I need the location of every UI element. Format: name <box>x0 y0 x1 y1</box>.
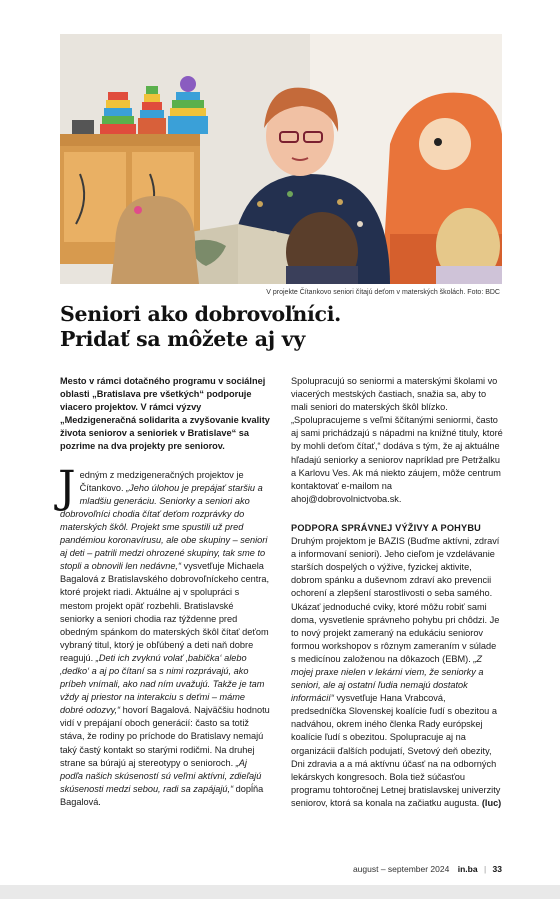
left-text-3: hovorí Bagalová. Najväčšiu hodnotu vidí v prepájaní oboch generácií: často sa totiž stáva, že rodiny po príchode do Bratislavy nemajú taký častý kontakt so starými rodičmi. Na druhej strane sa búrajú aj stereotypy o senioroch. <box>60 705 270 768</box>
right-text-1: Druhým projektom je BAZIS (Buďme aktívni, zdraví a informovaní seniori). Jeho cieľom je vzdelávanie starších dospelých o výžive, fyzickej aktivite, dobrom spánku a duševnom zdraví ako prevencii ochorení a zlepšení starostlivosti o seba samého. Ukázať jednoduché cviky, ktoré môžu robiť sami doma, vysvetlenie správneho pohybu pri chôdzi. Je to nový projekt zameraný na edukáciu seniorov formou workshopov s rôznym zameraním v súlade s medicínou založenou na dôkazoch (EBM). <box>291 536 500 664</box>
left-column <box>60 375 270 809</box>
section-heading: PODPORA SPRÁVNEJ VÝŽIVY A POHYBU <box>291 522 482 533</box>
left-text-4: dopĺňa Bagalová. <box>60 783 264 807</box>
article-headline <box>60 302 500 352</box>
right-text-2: vysvetľuje Hana Vrabcová, predsedníčka Slovenskej koalície ľudí s obezitou a nadváhou, okrem iného členka Rady európskej koalície ľudí s obezitou. Spolupracuje aj na organizácii ďalších podujatí, Svetový deň obezity, Dni zdravia a a má aktívnu účasť na na odborných lekárskych kongresoch. Bola tiež súčasťou programu tohtoročnej Letnej bratislavskej univerzity seniorov, ktorá sa konala na začiatku augusta. <box>291 693 501 808</box>
article-photo <box>60 34 502 284</box>
footer-date: august – september 2024 <box>352 864 450 874</box>
page-bottom-edge <box>0 885 560 899</box>
left-quote-2: „Deti ich zvyknú volať ‚babička‘ alebo ‚dedko‘ a aj po čítaní sa s nimi rozprávajú, ako príbeh vnímali, ako nad ním uvažujú. Takže je tam vždy aj priestor na interakciu s deťmi – máme dobré odozvy,“ <box>60 652 265 716</box>
page-footer <box>320 864 502 876</box>
right-paragraph-2 <box>291 535 503 810</box>
headline-line-1: Seniori ako dobrovoľníci. <box>60 302 342 326</box>
right-paragraph-1: Spolupracujú so seniormi a materskými školami vo viacerých mestských častiach, snažia sa, aby to mali seniori do materských škôl blízko. „Spolupracujeme s veľmi ščítanými seniormi, často aj sami prichádzajú s nápadmi na knižné tituly, ktoré by mohli deťom čítať,“ dodáva s tým, že aj aktuálne hľadajú seniorky a seniorov napríklad pre Petržalku a Karlovu Ves. Ak má niekto záujem, môže centrum kontaktovať e-mailom na ahoj@dobrovolnictvoba.sk. <box>291 376 503 504</box>
headline-line-2: Pridať sa môžete aj vy <box>60 327 305 351</box>
left-body-paragraph <box>58 461 270 809</box>
photo-caption: V projekte Čítankovo seniori čítajú deťom v materských školách. Foto: BDC <box>266 289 500 296</box>
photo-reading-scene-icon <box>60 34 502 284</box>
left-quote-3: „Aj podľa našich skúseností sú veľmi aktívni, zdieľajú skúsenosti medzi sebou, radi sa zapájajú,“ <box>60 757 262 794</box>
author-signature: (luc) <box>481 797 502 808</box>
left-text-1: edným z medzigeneračných projektov je Čítankovo. <box>79 469 244 493</box>
right-quote-1: „Z mojej praxe nielen v lekárni viem, že seniorky a seniori, ale aj ostatní ľudia nemajú dostatok informácií“ <box>291 653 484 704</box>
footer-separator: | <box>483 864 487 874</box>
left-text-2: vysvetľuje Michaela Bagalová z Bratislavského dobrovoľníckeho centra, ktoré projekt riadi. Aktuálne aj v spolupráci s mestom projekt opäť rozbehli. Bratislavské seniorky a seniori chodia raz týždenne pred obedným spánkom do materských škôl čítať deťom vybraný titul, ktorý je obľúbený a deti naň dobre reagujú. <box>60 561 270 663</box>
right-column <box>291 375 503 810</box>
page-number: 33 <box>492 864 502 874</box>
drop-cap: J <box>58 461 76 513</box>
left-quote-1: „Jeho úlohou je prepájať staršiu a mladšiu generáciu. Seniorky a seniori ako dobrovoľníci chodia čítať deťom rozprávky do materských škôl. Projekt sme spustili už pred pandémiou koronavírusu, ale obe skupiny – seniori aj deti – patrili medzi ohrozené skupiny, tak sme to stopli a obnovili len nedávne,“ <box>60 482 268 572</box>
footer-brand: in.ba <box>457 864 478 874</box>
lead-paragraph: Mesto v rámci dotačného programu v sociálnej oblasti „Bratislava pre všetkých“ podporuje viacero projektov. V rámci výzvy „Medzigeneračná solidarita a zvyšovanie kvality života seniorov a senioriek v Bratislave“ sa pozrime na dva projekty pre seniorov. <box>60 376 270 452</box>
